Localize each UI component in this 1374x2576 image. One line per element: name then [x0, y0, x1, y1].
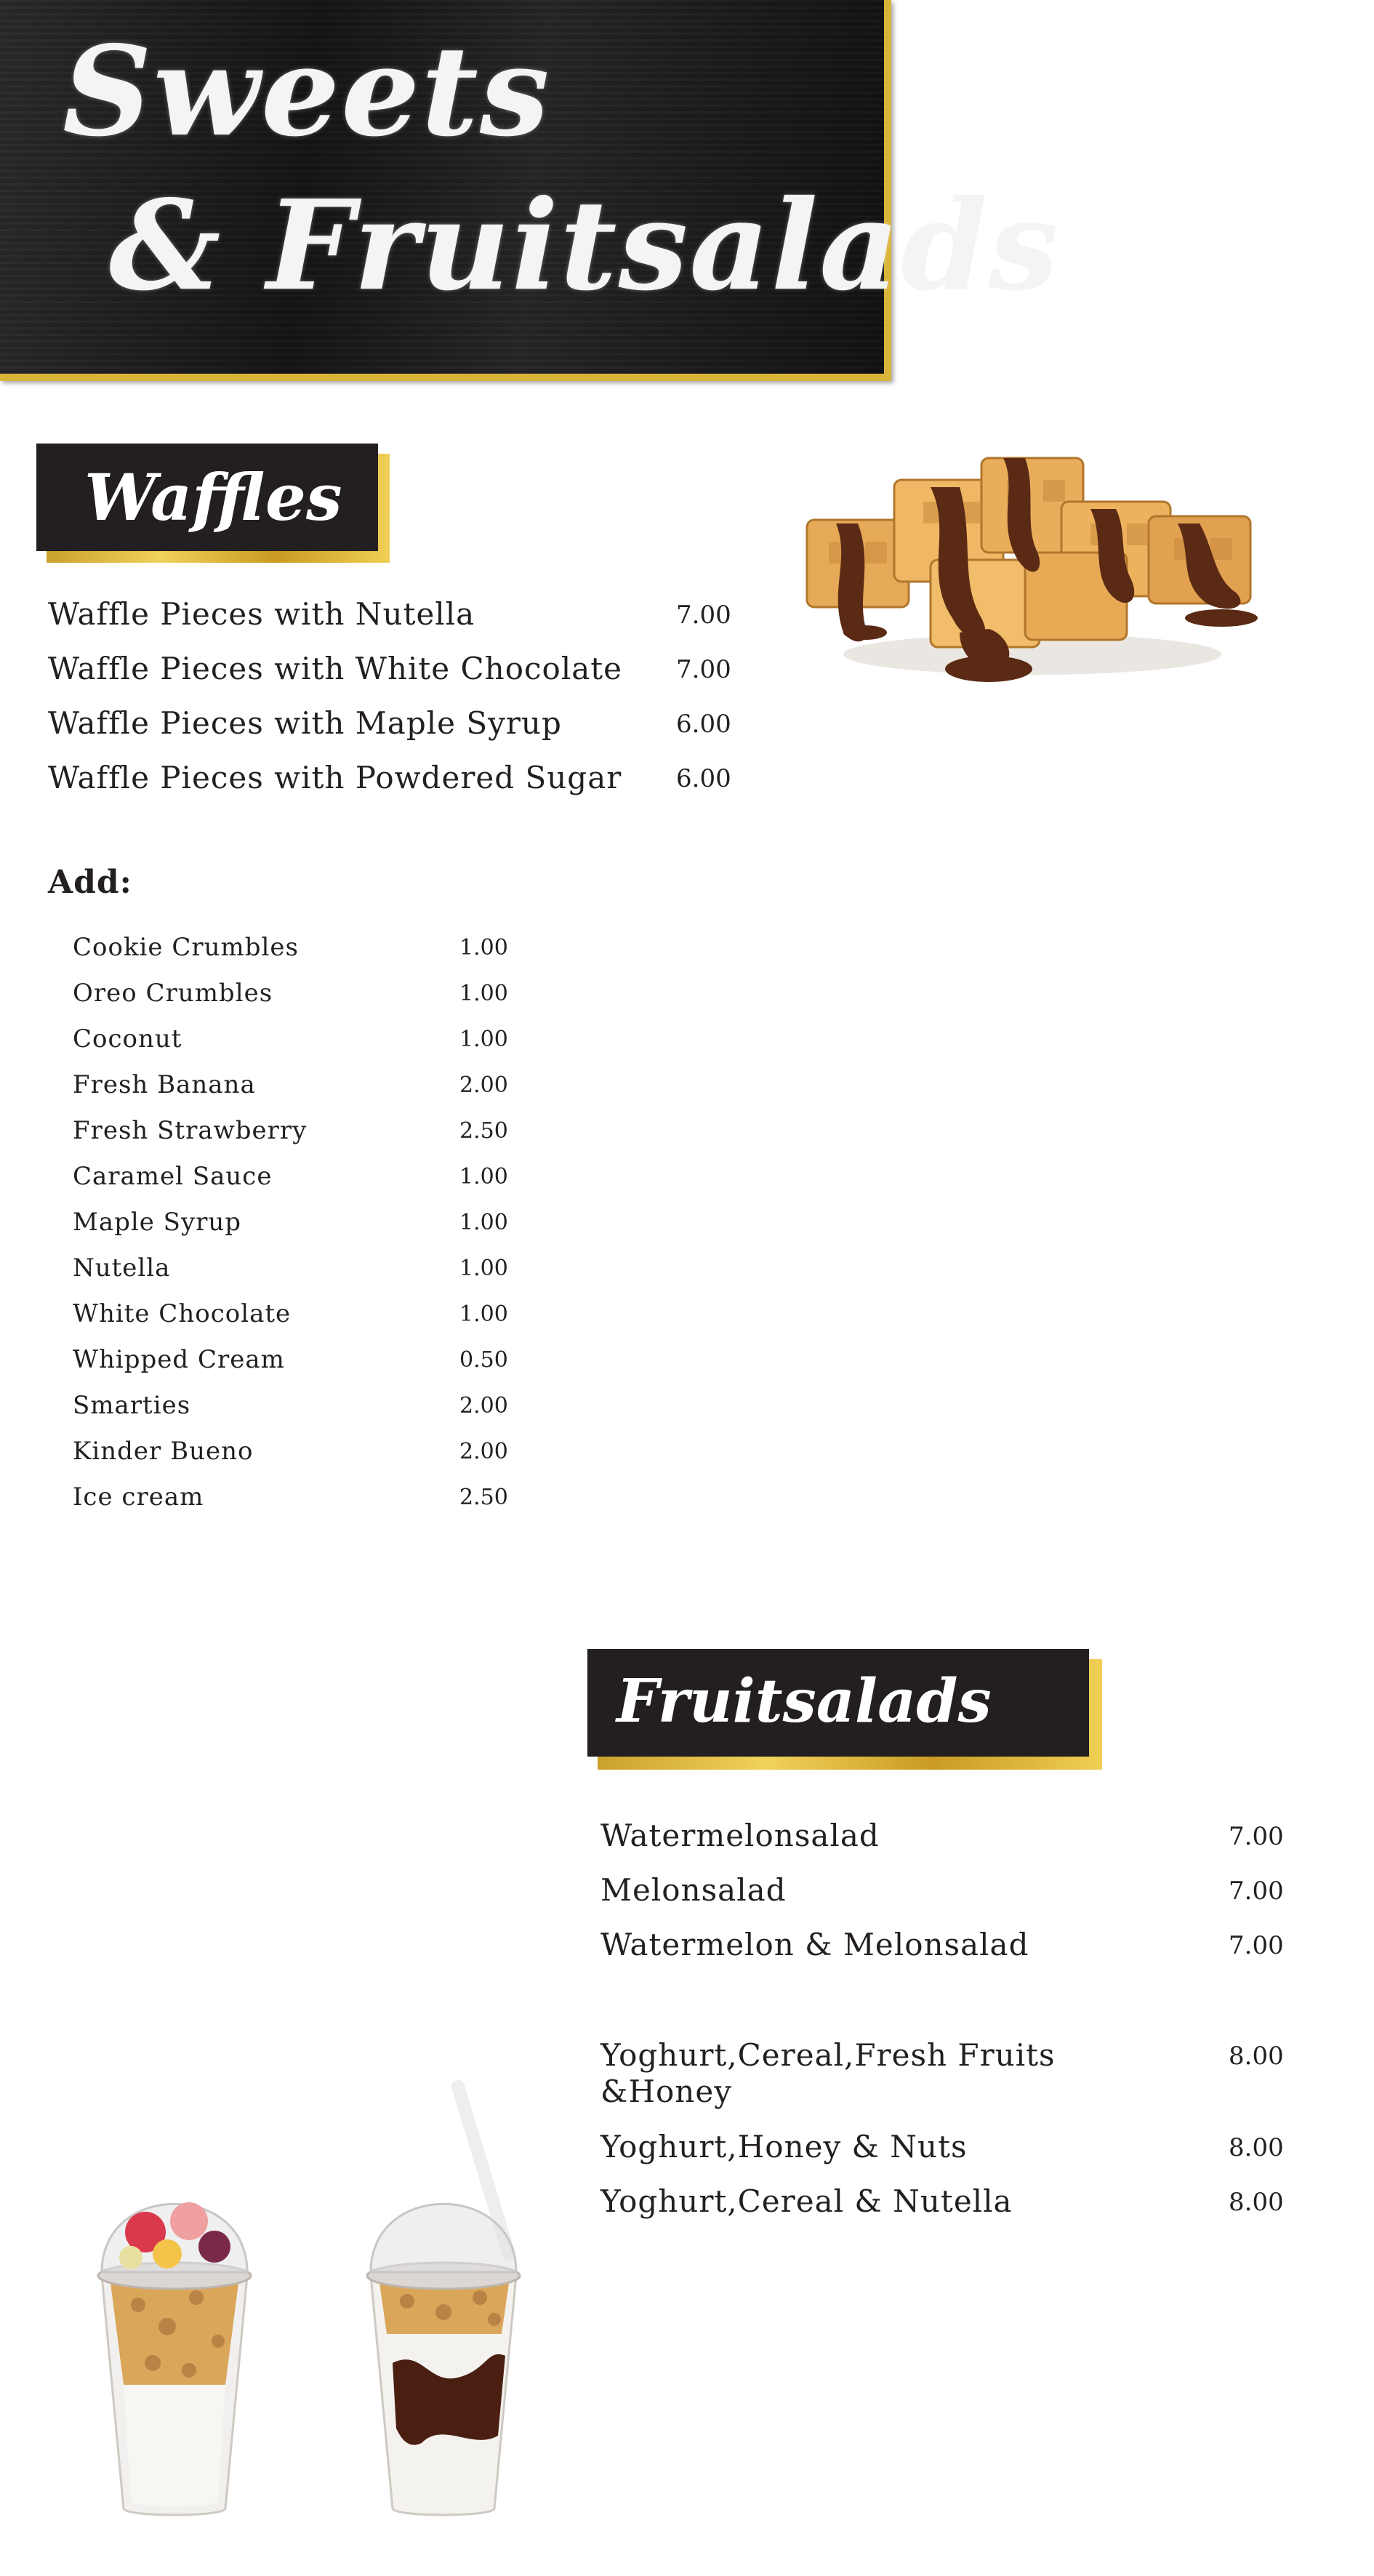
addon-price: 1.00	[459, 1164, 508, 1189]
waffle-pieces-photo	[785, 414, 1279, 705]
waffle-item-name: Waffle Pieces with Powdered Sugar	[48, 760, 622, 795]
salad-item-name: Melonsalad	[600, 1872, 787, 1908]
addon-name: Whipped Cream	[73, 1345, 285, 1374]
salad-item-price: 7.00	[1229, 1877, 1284, 1906]
addon-name: Fresh Banana	[73, 1070, 256, 1099]
add-heading: Add:	[48, 864, 132, 901]
addon-name: Cookie Crumbles	[73, 933, 299, 962]
yoghurt-item-name: Yoghurt,Honey & Nuts	[600, 2129, 968, 2164]
fruitsalads-title-plate	[587, 1649, 1105, 1773]
addon-price: 0.50	[459, 1347, 508, 1373]
addon-price: 1.00	[459, 1256, 508, 1281]
addon-name: Nutella	[73, 1253, 171, 1283]
addon-name: Kinder Bueno	[73, 1437, 254, 1466]
fruit-yoghurt-cup	[98, 2202, 251, 2515]
addon-price: 1.00	[459, 935, 508, 960]
waffle-item-price: 7.00	[676, 655, 731, 684]
addon-name: Coconut	[73, 1024, 182, 1054]
addon-name: Oreo Crumbles	[73, 979, 273, 1008]
waffle-item-name: Waffle Pieces with Nutella	[48, 596, 475, 632]
waffle-item-price: 7.00	[676, 601, 731, 630]
addon-name: Fresh Strawberry	[73, 1116, 308, 1145]
yoghurt-item-price: 8.00	[1229, 2042, 1284, 2071]
waffle-item-price: 6.00	[676, 764, 731, 793]
addon-name: Maple Syrup	[73, 1208, 242, 1237]
addon-name: Ice cream	[73, 1482, 204, 1512]
addon-price: 2.50	[459, 1485, 508, 1510]
addon-price: 2.00	[459, 1393, 508, 1419]
waffles-title-plate	[36, 444, 393, 567]
salad-item-price: 7.00	[1229, 1822, 1284, 1851]
header-board	[0, 0, 1060, 381]
salad-item-name: Watermelonsalad	[600, 1818, 880, 1853]
waffle-item-name: Waffle Pieces with Maple Syrup	[48, 705, 562, 741]
yoghurt-cups-photo	[80, 2072, 603, 2523]
yoghurt-item-price: 8.00	[1229, 2188, 1284, 2217]
yoghurt-item-price: 8.00	[1229, 2133, 1284, 2162]
addon-price: 1.00	[459, 1027, 508, 1052]
waffle-item-price: 6.00	[676, 710, 731, 739]
nutella-yoghurt-cup	[367, 2087, 520, 2515]
addon-name: Smarties	[73, 1391, 191, 1420]
addon-price: 2.50	[459, 1118, 508, 1144]
header-title-sweets: Sweets	[63, 19, 551, 164]
header-title-fruitsalads: & Fruitsalads	[109, 173, 1060, 318]
yoghurt-item-name: Yoghurt,Cereal & Nutella	[600, 2183, 1013, 2219]
waffles-title: Waffles	[84, 460, 342, 535]
addon-price: 1.00	[459, 1210, 508, 1235]
salad-item-price: 7.00	[1229, 1931, 1284, 1960]
fruitsalads-title: Fruitsalads	[616, 1666, 992, 1736]
yoghurt-item-name: Yoghurt,Cereal,Fresh Fruits &Honey	[600, 2037, 1056, 2109]
addon-name: Caramel Sauce	[73, 1162, 273, 1191]
addon-name: White Chocolate	[73, 1299, 292, 1328]
addon-price: 2.00	[459, 1072, 508, 1098]
addon-price: 1.00	[459, 981, 508, 1006]
salad-item-name: Watermelon & Melonsalad	[600, 1927, 1029, 1962]
addon-price: 1.00	[459, 1301, 508, 1327]
addon-price: 2.00	[459, 1439, 508, 1464]
waffle-item-name: Waffle Pieces with White Chocolate	[48, 651, 622, 686]
